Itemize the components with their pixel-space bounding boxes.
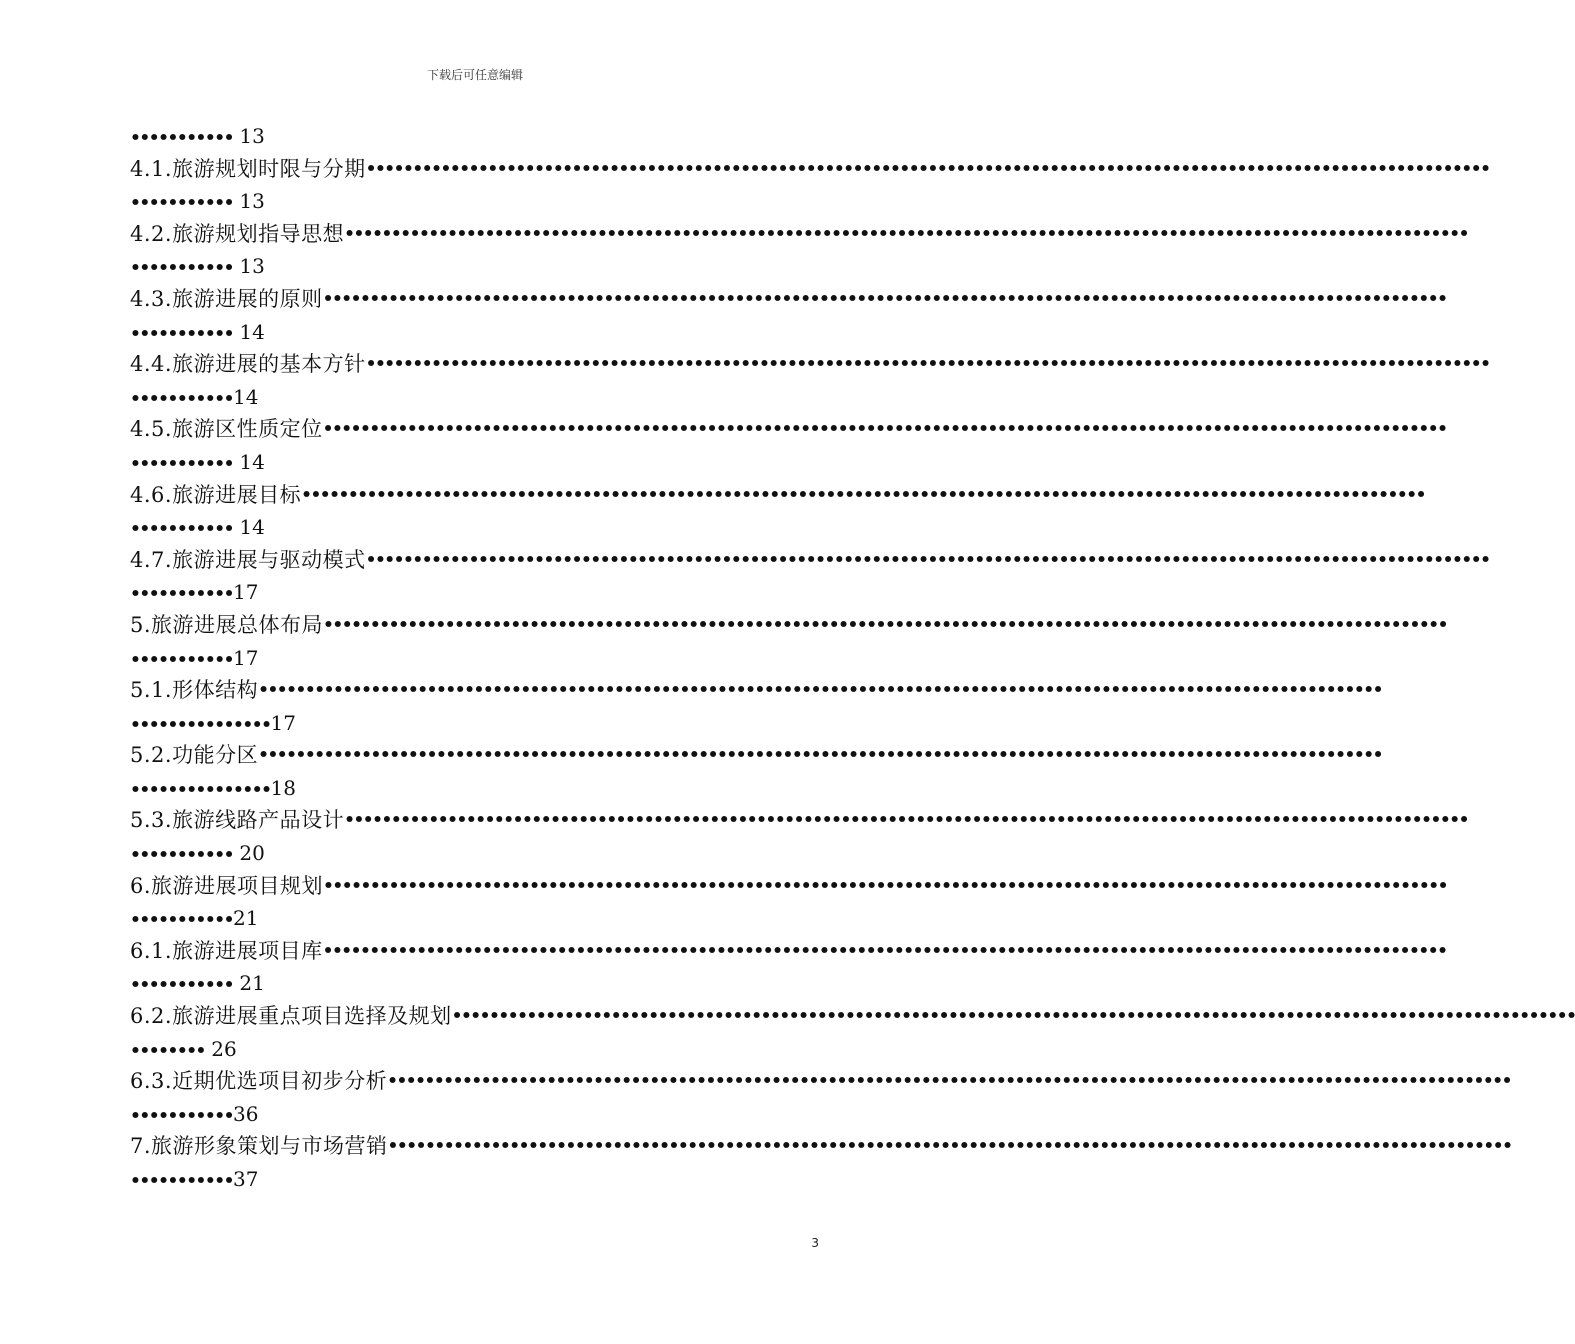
page-number: 14 [233, 384, 259, 409]
leader-dots: •••••••••••••••••••••••••••••••••••••••••••••••••••••••••••••••••••••••••••••••••••••••••••••••••••••••••••••••••••••••• [365, 158, 1490, 179]
leader-dots: •••••••••••••••••••••••••••••••••••••••••••••••••••••••••••••••••••••••••••••••••••••••••••••••••••••••••••••••••••••••• [322, 288, 1447, 309]
toc-entry-title: 5.1.形体结构 [130, 678, 259, 703]
page-number-footer: 3 [811, 1236, 819, 1250]
leader-dots: ••••••••••• [130, 323, 234, 344]
toc-continuation-line [130, 120, 820, 153]
toc-entry-title: 4.5.旅游区性质定位 [130, 417, 323, 442]
page-number: 26 [204, 1036, 237, 1061]
toc-continuation-line [130, 642, 820, 675]
page-number: 14 [233, 449, 265, 474]
leader-dots: •••••••••••••••••••••••••••••••••••••••••••••••••••••••••••••••••••••••••••••••••••••••••••••••••••••••••••••••••••••••• [258, 745, 1382, 766]
toc-entry[interactable] [130, 739, 1382, 772]
toc-entry-title: 4.2.旅游规划指导思想 [130, 221, 345, 246]
toc-entry-title: 4.4.旅游进展的基本方针 [130, 352, 366, 377]
page-number: 17 [233, 645, 259, 670]
toc-entry-title: 4.3.旅游进展的原则 [130, 286, 323, 311]
leader-dots: ••••••••••• [130, 910, 234, 931]
page-number: 36 [233, 1101, 259, 1126]
toc-entry[interactable] [130, 1065, 1511, 1098]
toc-entry-title: 7.旅游形象策划与市场营销 [130, 1134, 388, 1159]
page-number: 17 [270, 710, 296, 735]
leader-dots: ••••••••••• [130, 1171, 234, 1191]
leader-dots: •••••••••••••••••••••••••••••••••••••••••••••••••••••••••••••••••••••••••••••••••••••••••••••••••••••••••••••••••••••••• [344, 223, 1468, 244]
toc-entry[interactable] [130, 283, 1447, 316]
leader-dots: •••••••••••••••••••••••••••••••••••••••••••••••••••••••••••••••••••••••••••••••••••••••••••••••••••••••••••••••••••••••• [365, 549, 1490, 570]
toc-entry[interactable] [130, 870, 1447, 903]
leader-dots: ••••••••••• [130, 128, 234, 148]
page-number: 13 [233, 189, 265, 214]
toc-entries [130, 153, 1575, 1196]
toc-entry[interactable] [130, 153, 1490, 186]
leader-dots: •••••••••••••••••••••••••••••••••••••••••••••••••••••••••••••••••••••••••••••••••••••••••••••••••••••••••••••••••••••••• [323, 875, 1447, 896]
leader-dots: ••••••••••• [130, 845, 234, 866]
toc-continuation-line [130, 1033, 820, 1066]
leader-dots: •••••••••••••••••••••••••••••••••••••••••••••••••••••••••••••••••••••••••••••••••••••••••••••••••••••••••••••••••••••••• [387, 1071, 1511, 1092]
toc-entry[interactable] [130, 804, 1468, 837]
leader-dots: •••••••••••••••••••••••••••••••••••••••••••••••••••••••••••••••••••••••••••••••••••••••••••••••••••••••••••••••••••••••• [322, 940, 1447, 961]
toc-entry[interactable] [130, 348, 1490, 381]
toc-entry[interactable] [130, 544, 1490, 577]
toc-continuation-line [130, 772, 820, 805]
toc-entry[interactable] [130, 1000, 1575, 1033]
toc-entry-title: 5.旅游进展总体布局 [130, 612, 324, 637]
leader-dots: ••••••••••• [130, 258, 234, 279]
toc-entry-title: 6.1.旅游进展项目库 [130, 938, 323, 963]
toc-continuation-line [130, 1098, 820, 1131]
page-number: 20 [233, 841, 265, 866]
leader-dots: •••••••••••••••••••••••••••••••••••••••••••••••••••••••••••••••••••••••••••••••••••••••••••••••••••••••••••••••••••••••• [323, 614, 1447, 635]
toc-entry[interactable] [130, 609, 1447, 642]
leader-dots: ••••••••••• [130, 975, 234, 996]
leader-dots: •••••••••••••••••••••••••••••••••••••••••••••••••••••••••••••••••••••••••••••••••••••••••••••••••••••••••••••••••••••••• [365, 354, 1490, 375]
leader-dots: ••••••••••• [130, 584, 234, 605]
table-of-contents [130, 120, 1575, 1196]
toc-continuation-line [130, 902, 820, 935]
toc-entry-title: 4.1.旅游规划时限与分期 [130, 156, 366, 181]
toc-continuation-line [130, 707, 820, 740]
page-header: 下载后可任意编辑 [426, 68, 523, 82]
page-number: 17 [233, 580, 259, 605]
page-number: 14 [233, 515, 265, 540]
leader-dots: ••••••••••••••• [130, 714, 271, 735]
toc-entry[interactable] [130, 935, 1447, 968]
toc-entry-title: 4.6.旅游进展目标 [130, 482, 302, 507]
page-number: 21 [233, 971, 265, 996]
toc-continuation-line [130, 446, 820, 479]
toc-entry-title: 4.7.旅游进展与驱动模式 [130, 547, 366, 572]
toc-entry-title: 6.3.近期优选项目初步分析 [130, 1069, 388, 1094]
toc-entry-title: 6.旅游进展项目规划 [130, 873, 324, 898]
page-number: 13 [233, 254, 265, 279]
toc-entry[interactable] [130, 479, 1425, 512]
page-number: 13 [233, 124, 265, 148]
toc-entry[interactable] [130, 218, 1468, 251]
toc-continuation-line [130, 576, 820, 609]
leader-dots: •••••••••••••••••••••••••••••••••••••••••••••••••••••••••••••••••••••••••••••••••••••••••••••••••••••••••••••••••••••••• [322, 419, 1447, 440]
leader-dots: ••••••••••• [130, 193, 234, 214]
leader-dots: ••••••••••••••• [130, 779, 271, 800]
leader-dots: ••••••••••• [130, 388, 234, 409]
leader-dots: ••••••••••• [130, 1105, 234, 1126]
toc-continuation-line [130, 837, 820, 870]
leader-dots: •••••••••••••••••••••••••••••••••••••••••••••••••••••••••••••••••••••••••••••••••••••••••••••••••••••••••••••••••••••••• [301, 484, 1425, 505]
toc-continuation-line [130, 185, 820, 218]
toc-entry-title: 5.2.功能分区 [130, 743, 259, 768]
toc-entry[interactable] [130, 1130, 1512, 1163]
toc-continuation-line [130, 381, 820, 414]
leader-dots: ••••••••••• [130, 519, 234, 540]
toc-entry-title: 6.2.旅游进展重点项目选择及规划 [130, 1004, 452, 1029]
page-number: 21 [233, 906, 259, 931]
toc-continuation-line [130, 511, 820, 544]
toc-continuation-line [130, 316, 820, 349]
toc-continuation-line [130, 250, 820, 283]
leader-dots: •••••••••••••••••••••••••••••••••••••••••••••••••••••••••••••••••••••••••••••••••••••••••••••••••••••••••••••••••••••••• [451, 1006, 1575, 1027]
toc-continuation-line [130, 1163, 820, 1196]
toc-entry-title: 5.3.旅游线路产品设计 [130, 808, 345, 833]
leader-dots: •••••••••••••••••••••••••••••••••••••••••••••••••••••••••••••••••••••••••••••••••••••••••••••••••••••••••••••••••••••••• [387, 1136, 1512, 1157]
leader-dots: •••••••••••••••••••••••••••••••••••••••••••••••••••••••••••••••••••••••••••••••••••••••••••••••••••••••••••••••••••••••• [258, 680, 1382, 701]
leader-dots: •••••••••••••••••••••••••••••••••••••••••••••••••••••••••••••••••••••••••••••••••••••••••••••••••••••••••••••••••••••••• [344, 810, 1468, 831]
leader-dots: ••••••••••• [130, 649, 234, 670]
toc-continuation-line [130, 967, 820, 1000]
page-number: 37 [233, 1167, 259, 1191]
toc-entry[interactable] [130, 674, 1382, 707]
page-number: 18 [270, 775, 296, 800]
page-number: 14 [233, 319, 265, 344]
leader-dots: •••••••• [130, 1040, 205, 1061]
leader-dots: ••••••••••• [130, 453, 234, 474]
toc-entry[interactable] [130, 413, 1447, 446]
